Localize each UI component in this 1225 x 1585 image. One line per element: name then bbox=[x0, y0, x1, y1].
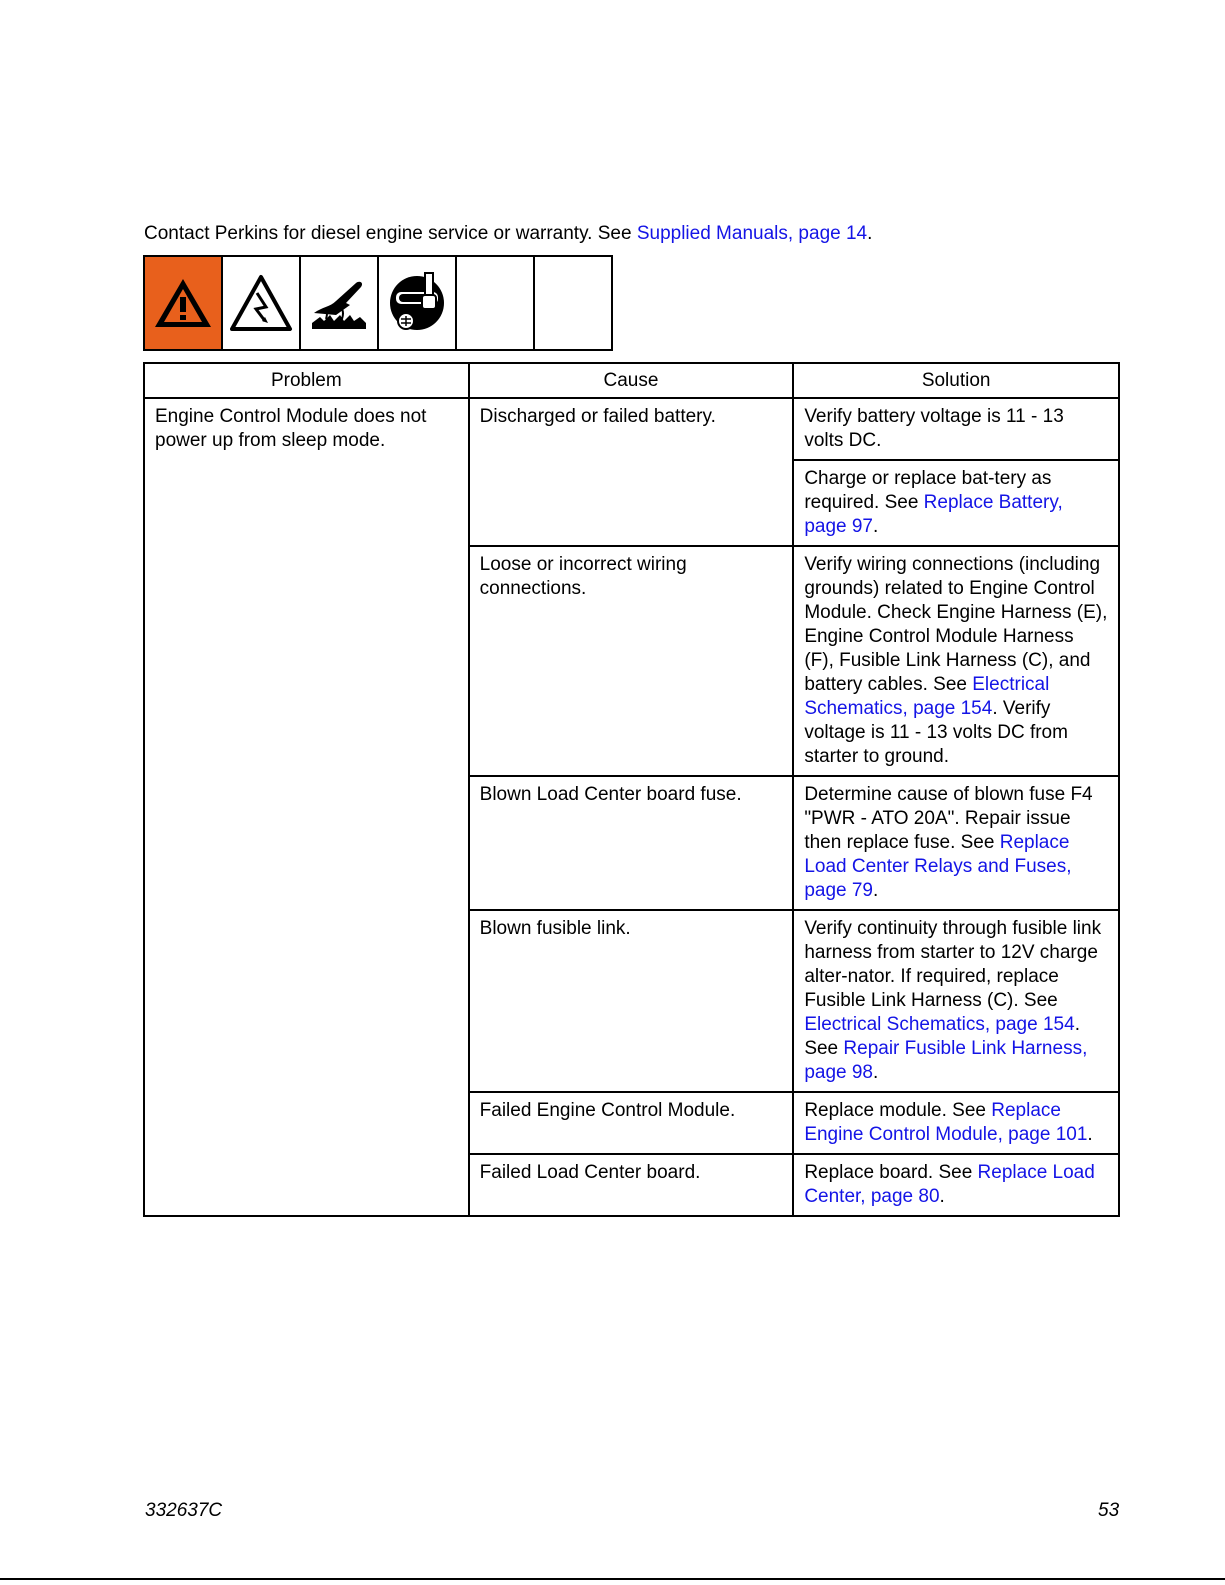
page-number: 53 bbox=[1098, 1500, 1120, 1521]
troubleshooting-table bbox=[143, 362, 1120, 1217]
solution-text: Charge or replace bat-tery as required. See bbox=[804, 468, 1052, 513]
hot-surface-icon bbox=[306, 271, 372, 335]
solution-cell: Verify battery voltage is 11 - 13 volts DC. bbox=[793, 398, 1119, 460]
table-row bbox=[144, 398, 1119, 460]
solution-cell bbox=[793, 776, 1119, 910]
electrical-schematics-link[interactable]: Electrical Schematics, page 154 bbox=[804, 1014, 1075, 1035]
repair-fusible-link-harness-link[interactable]: Repair Fusible Link Harness, page 98 bbox=[804, 1038, 1088, 1083]
hazard-symbol-strip bbox=[143, 255, 613, 351]
cause-cell: Blown fusible link. bbox=[469, 910, 794, 1092]
cause-cell: Blown Load Center board fuse. bbox=[469, 776, 794, 910]
protective-equipment-icon bbox=[384, 267, 450, 339]
electric-shock-icon bbox=[228, 271, 294, 335]
problem-cell: Engine Control Module does not power up from sleep mode. bbox=[144, 398, 469, 1216]
cause-cell: Failed Engine Control Module. bbox=[469, 1092, 794, 1154]
electrical-schematics-link[interactable]: Electrical Schematics, page 154 bbox=[804, 674, 1050, 719]
empty-symbol-cell bbox=[456, 256, 534, 350]
replace-battery-link[interactable]: Replace Battery, page 97 bbox=[804, 492, 1063, 537]
solution-end: . Verify voltage is 11 - 13 volts DC from starter to ground. bbox=[804, 698, 1068, 767]
solution-end: . bbox=[873, 1062, 879, 1083]
solution-cell bbox=[793, 1154, 1119, 1216]
empty-symbol-cell bbox=[534, 256, 612, 350]
bottom-rule bbox=[0, 1578, 1225, 1580]
solution-text: Verify continuity through fusible link harness from starter to 12V charge alter-nator. If required, replace Fusible Link Harness (C). See bbox=[804, 918, 1102, 1011]
cause-cell: Loose or incorrect wiring connections. bbox=[469, 546, 794, 776]
header-solution: Solution bbox=[793, 363, 1119, 398]
solution-end: . bbox=[873, 516, 879, 537]
solution-cell bbox=[793, 910, 1119, 1092]
table-header-row bbox=[144, 363, 1119, 398]
solution-mid: . See bbox=[804, 1014, 1080, 1059]
intro-text: Contact Perkins for diesel engine service or warranty. See bbox=[144, 223, 637, 244]
document-number: 332637C bbox=[145, 1500, 223, 1521]
hot-surface-cell bbox=[300, 256, 378, 350]
cause-cell: Discharged or failed battery. bbox=[469, 398, 794, 546]
solution-cell bbox=[793, 460, 1119, 546]
electric-shock-cell bbox=[222, 256, 300, 350]
protective-equipment-cell bbox=[378, 256, 456, 350]
solution-text: Verify wiring connections (including grounds) related to Engine Control Module. Check Engine Harness (E), Engine Control Module Harness (F), Fusible Link Harness (C), and battery cables. See bbox=[804, 554, 1108, 695]
cause-cell: Failed Load Center board. bbox=[469, 1154, 794, 1216]
solution-end: . bbox=[939, 1186, 945, 1207]
solution-end: . bbox=[1087, 1124, 1093, 1145]
solution-text: Replace module. See bbox=[804, 1100, 992, 1121]
solution-text: Determine cause of blown fuse F4 "PWR - ATO 20A". Repair issue then replace fuse. See bbox=[804, 784, 1093, 853]
replace-engine-control-module-link[interactable]: Replace Engine Control Module, page 101 bbox=[804, 1100, 1088, 1145]
header-cause: Cause bbox=[469, 363, 794, 398]
replace-load-center-link[interactable]: Replace Load Center, page 80 bbox=[804, 1162, 1095, 1207]
warning-cell bbox=[144, 256, 222, 350]
intro-end: . bbox=[867, 223, 873, 244]
warning-icon bbox=[151, 271, 215, 335]
replace-load-center-relays-link[interactable]: Replace Load Center Relays and Fuses, page 79 bbox=[804, 832, 1072, 901]
solution-cell bbox=[793, 546, 1119, 776]
supplied-manuals-link[interactable]: Supplied Manuals, page 14 bbox=[636, 223, 868, 244]
header-problem: Problem bbox=[144, 363, 469, 398]
solution-cell bbox=[793, 1092, 1119, 1154]
solution-end: . bbox=[873, 880, 879, 901]
solution-text: Replace board. See bbox=[804, 1162, 978, 1183]
intro-paragraph bbox=[144, 221, 872, 247]
